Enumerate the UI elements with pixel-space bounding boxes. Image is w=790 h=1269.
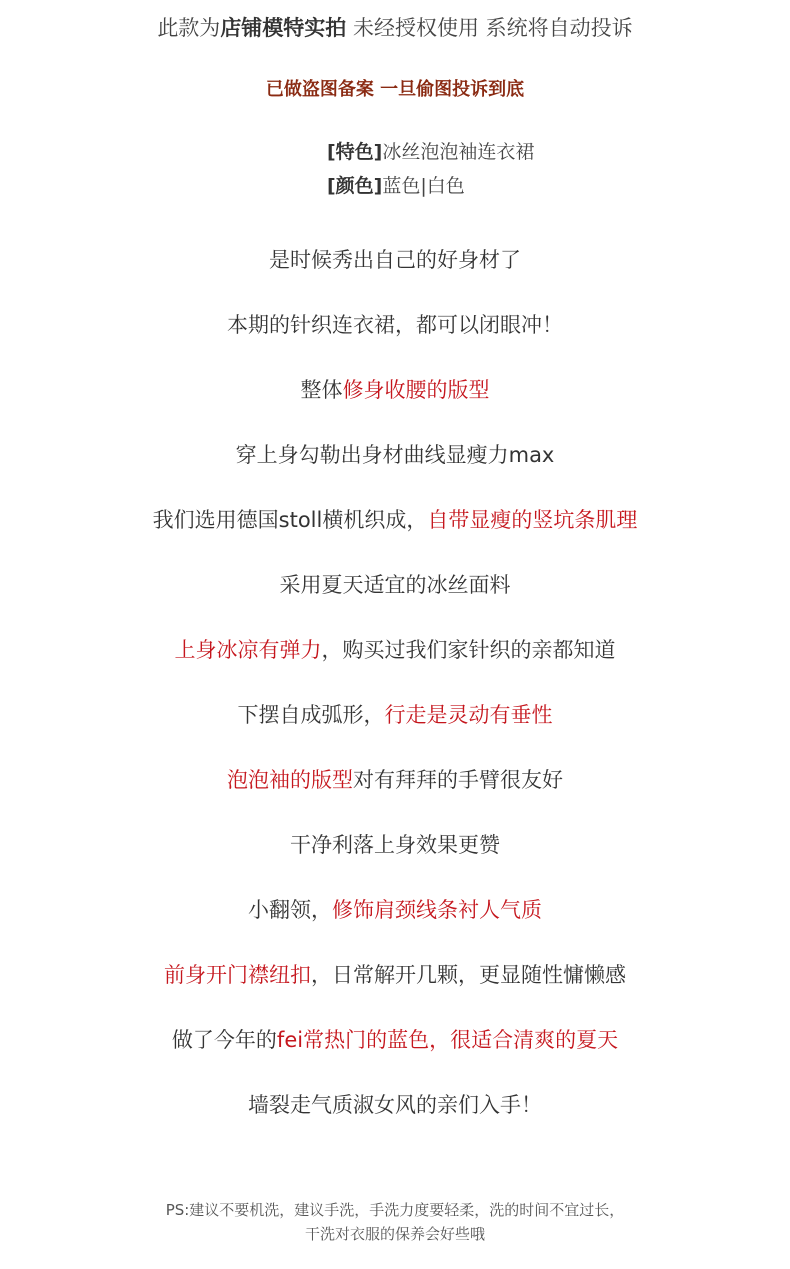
care-note-line-1: PS:建议不要机洗，建议手洗，手洗力度要轻柔，洗的时间不宜过长， <box>165 1201 625 1219</box>
spec-color-key: [颜色] <box>327 175 383 197</box>
description-line <box>0 965 790 986</box>
notice-prefix: 此款为 <box>157 16 221 40</box>
description-line <box>0 900 790 921</box>
description-text: ，购买过我们家针织的亲都知道 <box>321 638 616 662</box>
spec-color <box>327 177 465 196</box>
highlight-text: 上身冰凉有弹力 <box>174 638 322 662</box>
description-line <box>0 510 790 531</box>
description-line <box>0 1030 790 1051</box>
spec-feature-key: [特色] <box>327 141 383 163</box>
description-text: 对有拜拜的手臂很友好 <box>353 768 563 792</box>
description-line <box>0 705 790 726</box>
copyright-notice <box>0 18 790 39</box>
care-note-line-2: 干洗对衣服的保养会好些哦 <box>304 1225 485 1243</box>
anti-theft-warning: 已做盗图备案 一旦偷图投诉到底 <box>265 79 525 100</box>
description-text: 本期的针织连衣裙，都可以闭眼冲！ <box>227 313 563 337</box>
highlight-text: 修饰肩颈线条衬人气质 <box>332 898 542 922</box>
description-text: 做了今年的 <box>171 1028 277 1052</box>
description-text: 我们选用德国stoll横机织成， <box>152 508 428 532</box>
spec-feature-value: 冰丝泡泡袖连衣裙 <box>382 141 535 163</box>
description-text: ，日常解开几颗，更显随性慵懒感 <box>311 963 626 987</box>
highlight-text: 自带显瘦的竖坑条肌理 <box>427 508 638 532</box>
spec-feature <box>327 143 534 162</box>
description-line <box>0 315 790 336</box>
description-line <box>0 1095 790 1116</box>
description-text: 整体 <box>300 378 343 402</box>
description-line <box>0 835 790 856</box>
highlight-text: 行走是灵动有垂性 <box>384 703 553 727</box>
description-text: 干净利落上身效果更赞 <box>290 833 500 857</box>
description-text: 墙裂走气质淑女风的亲们入手！ <box>248 1093 542 1117</box>
description-line <box>0 445 790 466</box>
highlight-text: 修身收腰的版型 <box>342 378 490 402</box>
description-text: 小翻领， <box>248 898 332 922</box>
description-line <box>0 770 790 791</box>
description-text: 是时候秀出自己的好身材了 <box>269 248 521 272</box>
description-text: 穿上身勾勒出身材曲线显瘦力max <box>235 443 555 467</box>
spec-color-value: 蓝色|白色 <box>382 175 465 197</box>
description-text: 下摆自成弧形， <box>237 703 385 727</box>
description-text: 采用夏天适宜的冰丝面料 <box>279 573 511 597</box>
notice-model-photo: 店铺模特实拍 <box>220 16 347 40</box>
highlight-text: 泡泡袖的版型 <box>227 768 353 792</box>
highlight-text: 前身开门襟纽扣 <box>164 963 311 987</box>
description-line <box>0 250 790 271</box>
highlight-text: fei常热门的蓝色，很适合清爽的夏天 <box>276 1028 619 1052</box>
description-line <box>0 575 790 596</box>
description-line <box>0 380 790 401</box>
description-line <box>0 640 790 661</box>
notice-suffix: 未经授权使用 系统将自动投诉 <box>353 16 633 40</box>
